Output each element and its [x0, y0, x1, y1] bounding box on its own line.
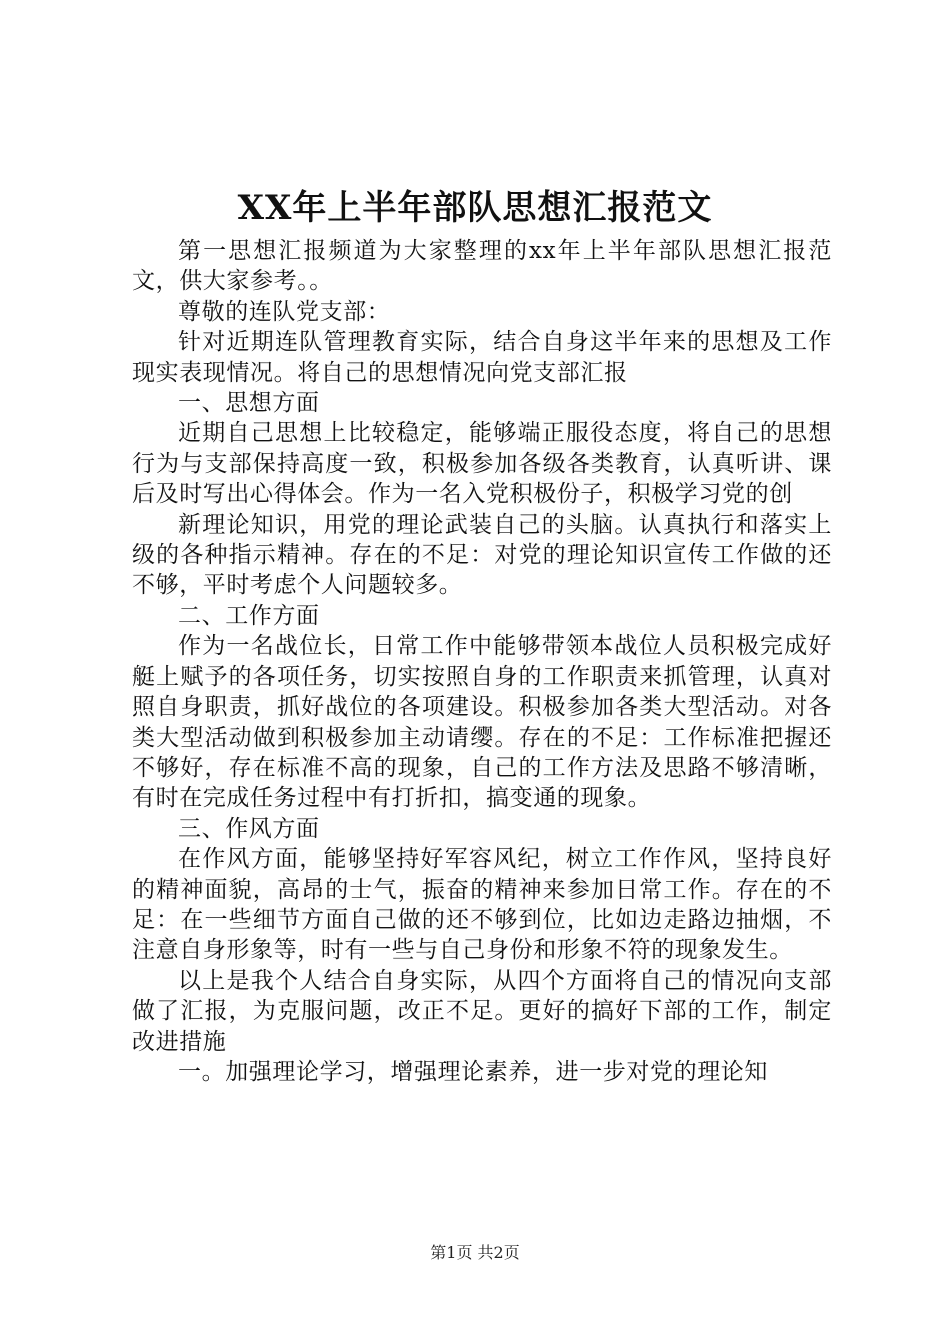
section-heading: 三、作风方面: [178, 815, 320, 842]
paragraph: 在作风方面，能够坚持好军容风纪，树立工作作风，坚持良好的精神面貌，高昂的士气，振奋的精神来参加日常工作。存在的不足：在一些细节方面自己做的还不够到位，比如边走路边抽烟，不注意自身形象等，时有一些与自己身份和形象不符的现象发生。: [132, 846, 832, 964]
paragraph: 作为一名战位长，日常工作中能够带领本战位人员积极完成好艇上赋予的各项任务，切实按照自身的工作职责来抓管理，认真对照自身职责，抓好战位的各项建设。积极参加各类大型活动。对各类大型活动做到积极参加主动请缨。存在的不足：工作标准把握还不够好，存在标准不高的现象，自己的工作方法及思路不够清晰，有时在完成任务过程中有打折扣，搞变通的现象。: [132, 633, 832, 812]
paragraph: 近期自己思想上比较稳定，能够端正服役态度，将自己的思想行为与支部保持高度一致，积极参加各级各类教育，认真听讲、课后及时写出心得体会。作为一名入党积极份子，积极学习党的创: [132, 420, 832, 508]
document-body: [132, 236, 832, 1087]
paragraph: 针对近期连队管理教育实际，结合自身这半年来的思想及工作现实表现情况。将自己的思想情况向党支部汇报: [132, 329, 832, 386]
paragraph: 新理论知识，用党的理论武装自己的头脑。认真执行和落实上级的各种指示精神。存在的不足：对党的理论知识宣传工作做的还不够，平时考虑个人问题较多。: [132, 511, 832, 599]
paragraph: 第一思想汇报频道为大家整理的xx年上半年部队思想汇报范文，供大家参考。。: [132, 238, 832, 295]
page-number-footer: 第1页 共2页: [430, 1243, 520, 1262]
paragraph: 以上是我个人结合自身实际，从四个方面将自己的情况向支部做了汇报，为克服问题，改正不足。更好的搞好下部的工作，制定改进措施: [132, 967, 832, 1055]
document-title: XX年上半年部队思想汇报范文: [237, 188, 713, 228]
section-heading: 二、工作方面: [178, 602, 320, 629]
paragraph: 尊敬的连队党支部：: [178, 298, 391, 325]
paragraph: 一。加强理论学习，增强理论素养，进一步对党的理论知: [178, 1058, 768, 1085]
section-heading: 一、思想方面: [178, 390, 320, 417]
